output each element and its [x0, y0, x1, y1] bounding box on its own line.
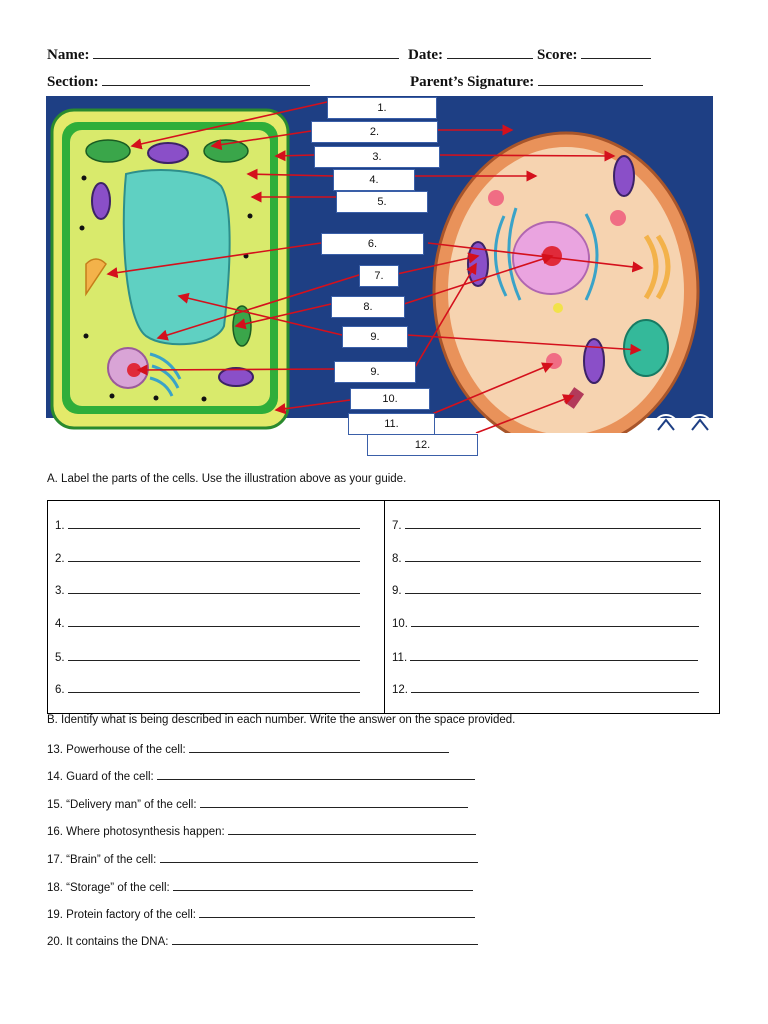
answer-number-4: 4. [55, 618, 65, 630]
answer-blank-2[interactable] [68, 550, 360, 562]
question-16 [47, 823, 476, 838]
question-18 [47, 879, 473, 894]
question-text-20: 20. It contains the DNA: [47, 936, 169, 948]
parent-signature-field[interactable] [538, 71, 643, 86]
question-blank-18[interactable] [173, 879, 473, 891]
name-label: Name: [47, 47, 90, 63]
question-text-18: 18. “Storage” of the cell: [47, 882, 170, 894]
part-b-instruction: B. Identify what is being described in each number. Write the answer on the space provided. [47, 714, 516, 726]
answer-row-3 [55, 582, 360, 597]
score-row [537, 44, 651, 64]
answer-row-7 [392, 517, 701, 532]
question-blank-14[interactable] [157, 768, 475, 780]
parent-signature-label: Parent’s Signature: [410, 74, 535, 90]
question-13 [47, 741, 449, 756]
figure-label-7[interactable]: 7. [359, 265, 399, 287]
answer-number-10: 10. [392, 618, 408, 630]
centrosome-shape [553, 303, 563, 313]
question-blank-16[interactable] [228, 823, 476, 835]
question-text-13: 13. Powerhouse of the cell: [47, 744, 186, 756]
figure-label-9b[interactable]: 9. [334, 361, 416, 383]
question-text-14: 14. Guard of the cell: [47, 771, 154, 783]
question-blank-19[interactable] [199, 906, 475, 918]
parent-signature-row [410, 71, 643, 91]
section-field[interactable] [102, 71, 310, 86]
answer-row-10 [392, 615, 699, 630]
answer-number-8: 8. [392, 553, 402, 565]
answer-number-3: 3. [55, 585, 65, 597]
question-blank-13[interactable] [189, 741, 449, 753]
plant-cell [52, 110, 288, 428]
question-15 [47, 796, 468, 811]
chloroplast-shape [86, 140, 130, 162]
answer-row-5 [55, 649, 360, 664]
animal-cell [434, 133, 698, 433]
answer-row-2 [55, 550, 360, 565]
date-label: Date: [408, 47, 443, 63]
table-divider [384, 501, 385, 713]
answer-row-4 [55, 615, 360, 630]
score-field[interactable] [581, 44, 651, 59]
question-20 [47, 933, 478, 948]
answer-blank-4[interactable] [68, 615, 360, 627]
figure-label-12[interactable]: 12. [367, 434, 478, 456]
question-17 [47, 851, 478, 866]
answer-row-11 [392, 649, 698, 664]
figure-label-11[interactable]: 11. [348, 413, 435, 435]
answer-row-1 [55, 517, 360, 532]
answer-blank-7[interactable] [405, 517, 701, 529]
answer-blank-5[interactable] [68, 649, 360, 661]
figure-label-8[interactable]: 8. [331, 296, 405, 318]
answer-blank-6[interactable] [68, 681, 360, 693]
figure-label-10[interactable]: 10. [350, 388, 430, 410]
part-a-instruction: A. Label the parts of the cells. Use the illustration above as your guide. [47, 473, 407, 485]
name-row [47, 44, 399, 64]
figure-label-2[interactable]: 2. [311, 121, 438, 143]
answer-blank-11[interactable] [410, 649, 698, 661]
question-blank-15[interactable] [200, 796, 468, 808]
vacuole-shape [124, 170, 230, 344]
figure-label-3[interactable]: 3. [314, 146, 440, 168]
answer-number-2: 2. [55, 553, 65, 565]
figure-label-5[interactable]: 5. [336, 191, 428, 213]
figure-label-1[interactable]: 1. [327, 97, 437, 119]
answer-blank-10[interactable] [411, 615, 699, 627]
answer-number-11: 11. [392, 652, 408, 664]
answer-row-6 [55, 681, 360, 696]
section-label: Section: [47, 74, 99, 90]
answer-number-12: 12. [392, 684, 408, 696]
question-text-19: 19. Protein factory of the cell: [47, 909, 196, 921]
score-label: Score: [537, 47, 578, 63]
question-14 [47, 768, 475, 783]
figure-label-9a[interactable]: 9. [342, 326, 408, 348]
figure-label-6[interactable]: 6. [321, 233, 424, 255]
answer-number-1: 1. [55, 520, 65, 532]
answer-blank-8[interactable] [405, 550, 701, 562]
question-text-16: 16. Where photosynthesis happen: [47, 826, 225, 838]
answer-number-9: 9. [392, 585, 402, 597]
answer-number-6: 6. [55, 684, 65, 696]
question-blank-17[interactable] [160, 851, 478, 863]
animal-vacuole-shape [624, 320, 668, 376]
question-text-15: 15. “Delivery man” of the cell: [47, 799, 197, 811]
answer-blank-1[interactable] [68, 517, 360, 529]
question-blank-20[interactable] [172, 933, 478, 945]
question-text-17: 17. “Brain” of the cell: [47, 854, 157, 866]
answer-blank-9[interactable] [405, 582, 701, 594]
date-field[interactable] [447, 44, 533, 59]
mitochondrion-shape [148, 143, 188, 163]
answer-blank-12[interactable] [411, 681, 699, 693]
answer-number-7: 7. [392, 520, 402, 532]
question-19 [47, 906, 475, 921]
date-row [408, 44, 533, 64]
answer-number-5: 5. [55, 652, 65, 664]
figure-label-4[interactable]: 4. [333, 169, 415, 191]
answer-row-12 [392, 681, 699, 696]
answer-blank-3[interactable] [68, 582, 360, 594]
answer-table [47, 500, 720, 714]
section-row [47, 71, 310, 91]
name-field[interactable] [93, 44, 399, 59]
answer-row-9 [392, 582, 701, 597]
answer-row-8 [392, 550, 701, 565]
